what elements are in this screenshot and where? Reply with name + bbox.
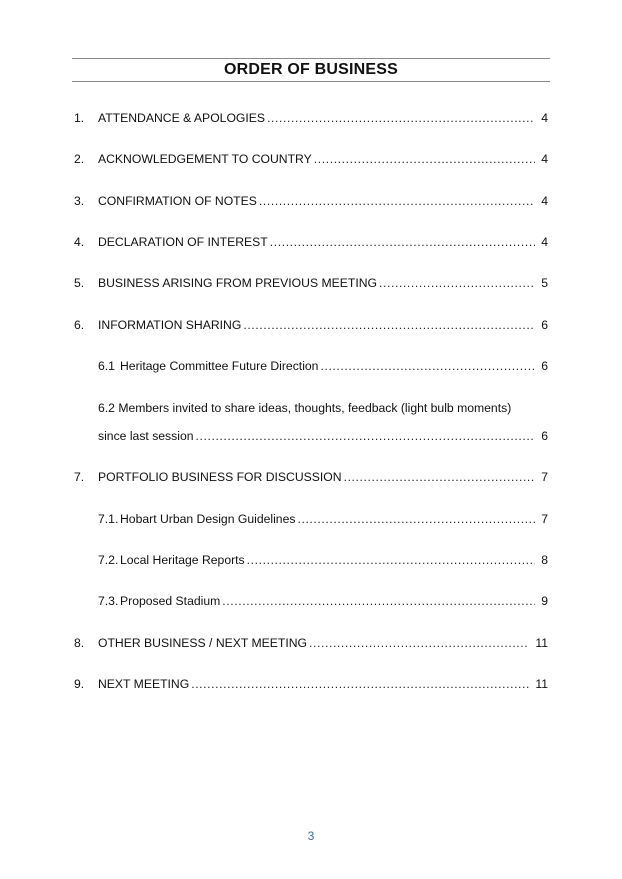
toc-page: 4 <box>541 194 548 208</box>
toc-page: 7 <box>541 470 548 484</box>
toc-title: OTHER BUSINESS / NEXT MEETING <box>98 636 308 650</box>
toc-leader <box>243 317 535 333</box>
toc-page: 7 <box>541 512 548 526</box>
toc-number: 8. <box>74 636 85 650</box>
toc-page: 8 <box>541 553 548 567</box>
toc-title: PORTFOLIO BUSINESS FOR DISCUSSION <box>98 470 342 484</box>
toc-entry-local-heritage-reports[interactable] <box>98 552 548 568</box>
toc-leader <box>297 511 535 527</box>
toc-page: 4 <box>541 152 548 166</box>
toc-title: Proposed Stadium <box>120 594 221 608</box>
toc-page: 6 <box>541 318 548 332</box>
toc-title: Heritage Committee Future Direction <box>120 359 319 373</box>
toc-leader <box>344 469 536 485</box>
toc-entry-urban-design-guidelines[interactable] <box>98 511 548 527</box>
toc-number: 3. <box>74 194 85 208</box>
toc-entry-attendance[interactable] <box>74 110 548 126</box>
toc-number: 6.2 <box>98 401 115 415</box>
toc-title: ACKNOWLEDGEMENT TO COUNTRY <box>98 152 312 166</box>
toc-page: 5 <box>541 276 548 290</box>
toc-number: 7.3. <box>98 594 119 608</box>
toc-leader <box>247 552 536 568</box>
toc-title: INFORMATION SHARING <box>98 318 242 332</box>
toc-entry-portfolio-business[interactable] <box>74 469 548 485</box>
toc-number: 2. <box>74 152 85 166</box>
toc-entry-members-ideas[interactable] <box>98 400 511 416</box>
toc-number: 7.1. <box>98 512 119 526</box>
toc-entry-business-arising[interactable] <box>74 275 548 291</box>
page-title: ORDER OF BUSINESS <box>223 61 399 78</box>
page-number: 3 <box>307 829 315 843</box>
toc-leader <box>270 234 535 250</box>
toc-leader <box>379 275 535 291</box>
heading-rule-bottom <box>72 81 550 82</box>
toc-page: 9 <box>541 594 548 608</box>
toc-title: Hobart Urban Design Guidelines <box>120 512 296 526</box>
toc-title-continuation: since last session <box>98 429 194 443</box>
heading-rule-top <box>72 58 550 59</box>
toc-page: 6 <box>541 359 548 373</box>
toc-leader <box>222 593 535 609</box>
toc-page: 11 <box>535 636 548 650</box>
toc-entry-declaration[interactable] <box>74 234 548 250</box>
toc-title: ATTENDANCE & APOLOGIES <box>98 111 266 125</box>
toc-leader <box>320 358 535 374</box>
toc-page: 4 <box>541 235 548 249</box>
toc-number: 6. <box>74 318 85 332</box>
toc-entry-information-sharing[interactable] <box>74 317 548 333</box>
toc-number: 7.2. <box>98 553 119 567</box>
toc-entry-members-ideas-continuation[interactable] <box>98 428 548 444</box>
toc-number: 4. <box>74 235 85 249</box>
toc-title: NEXT MEETING <box>98 677 190 691</box>
toc-entry-heritage-future-direction[interactable] <box>98 358 548 374</box>
toc-page: 4 <box>541 111 548 125</box>
toc-entry-confirmation[interactable] <box>74 193 548 209</box>
toc-leader <box>191 676 529 692</box>
toc-title: CONFIRMATION OF NOTES <box>98 194 257 208</box>
toc-leader <box>314 151 535 167</box>
toc-leader <box>196 428 536 444</box>
toc-leader <box>267 110 535 126</box>
toc-entry-acknowledgement[interactable] <box>74 151 548 167</box>
toc-title: BUSINESS ARISING FROM PREVIOUS MEETING <box>98 276 378 290</box>
toc-number: 9. <box>74 677 85 691</box>
toc-number: 6.1 <box>98 359 115 373</box>
toc-number: 1. <box>74 111 85 125</box>
toc-page: 11 <box>535 677 548 691</box>
toc-title: DECLARATION OF INTEREST <box>98 235 268 249</box>
toc-entry-other-business[interactable] <box>74 635 548 651</box>
toc-title: Local Heritage Reports <box>120 553 245 567</box>
toc-number: 7. <box>74 470 85 484</box>
toc-leader <box>259 193 535 209</box>
toc-page: 6 <box>541 429 548 443</box>
toc-title: Members invited to share ideas, thoughts, feedback (light bulb moments) <box>118 401 512 415</box>
toc-entry-next-meeting[interactable] <box>74 676 548 692</box>
toc-number: 5. <box>74 276 85 290</box>
toc-entry-proposed-stadium[interactable] <box>98 593 548 609</box>
toc-leader <box>309 635 529 651</box>
